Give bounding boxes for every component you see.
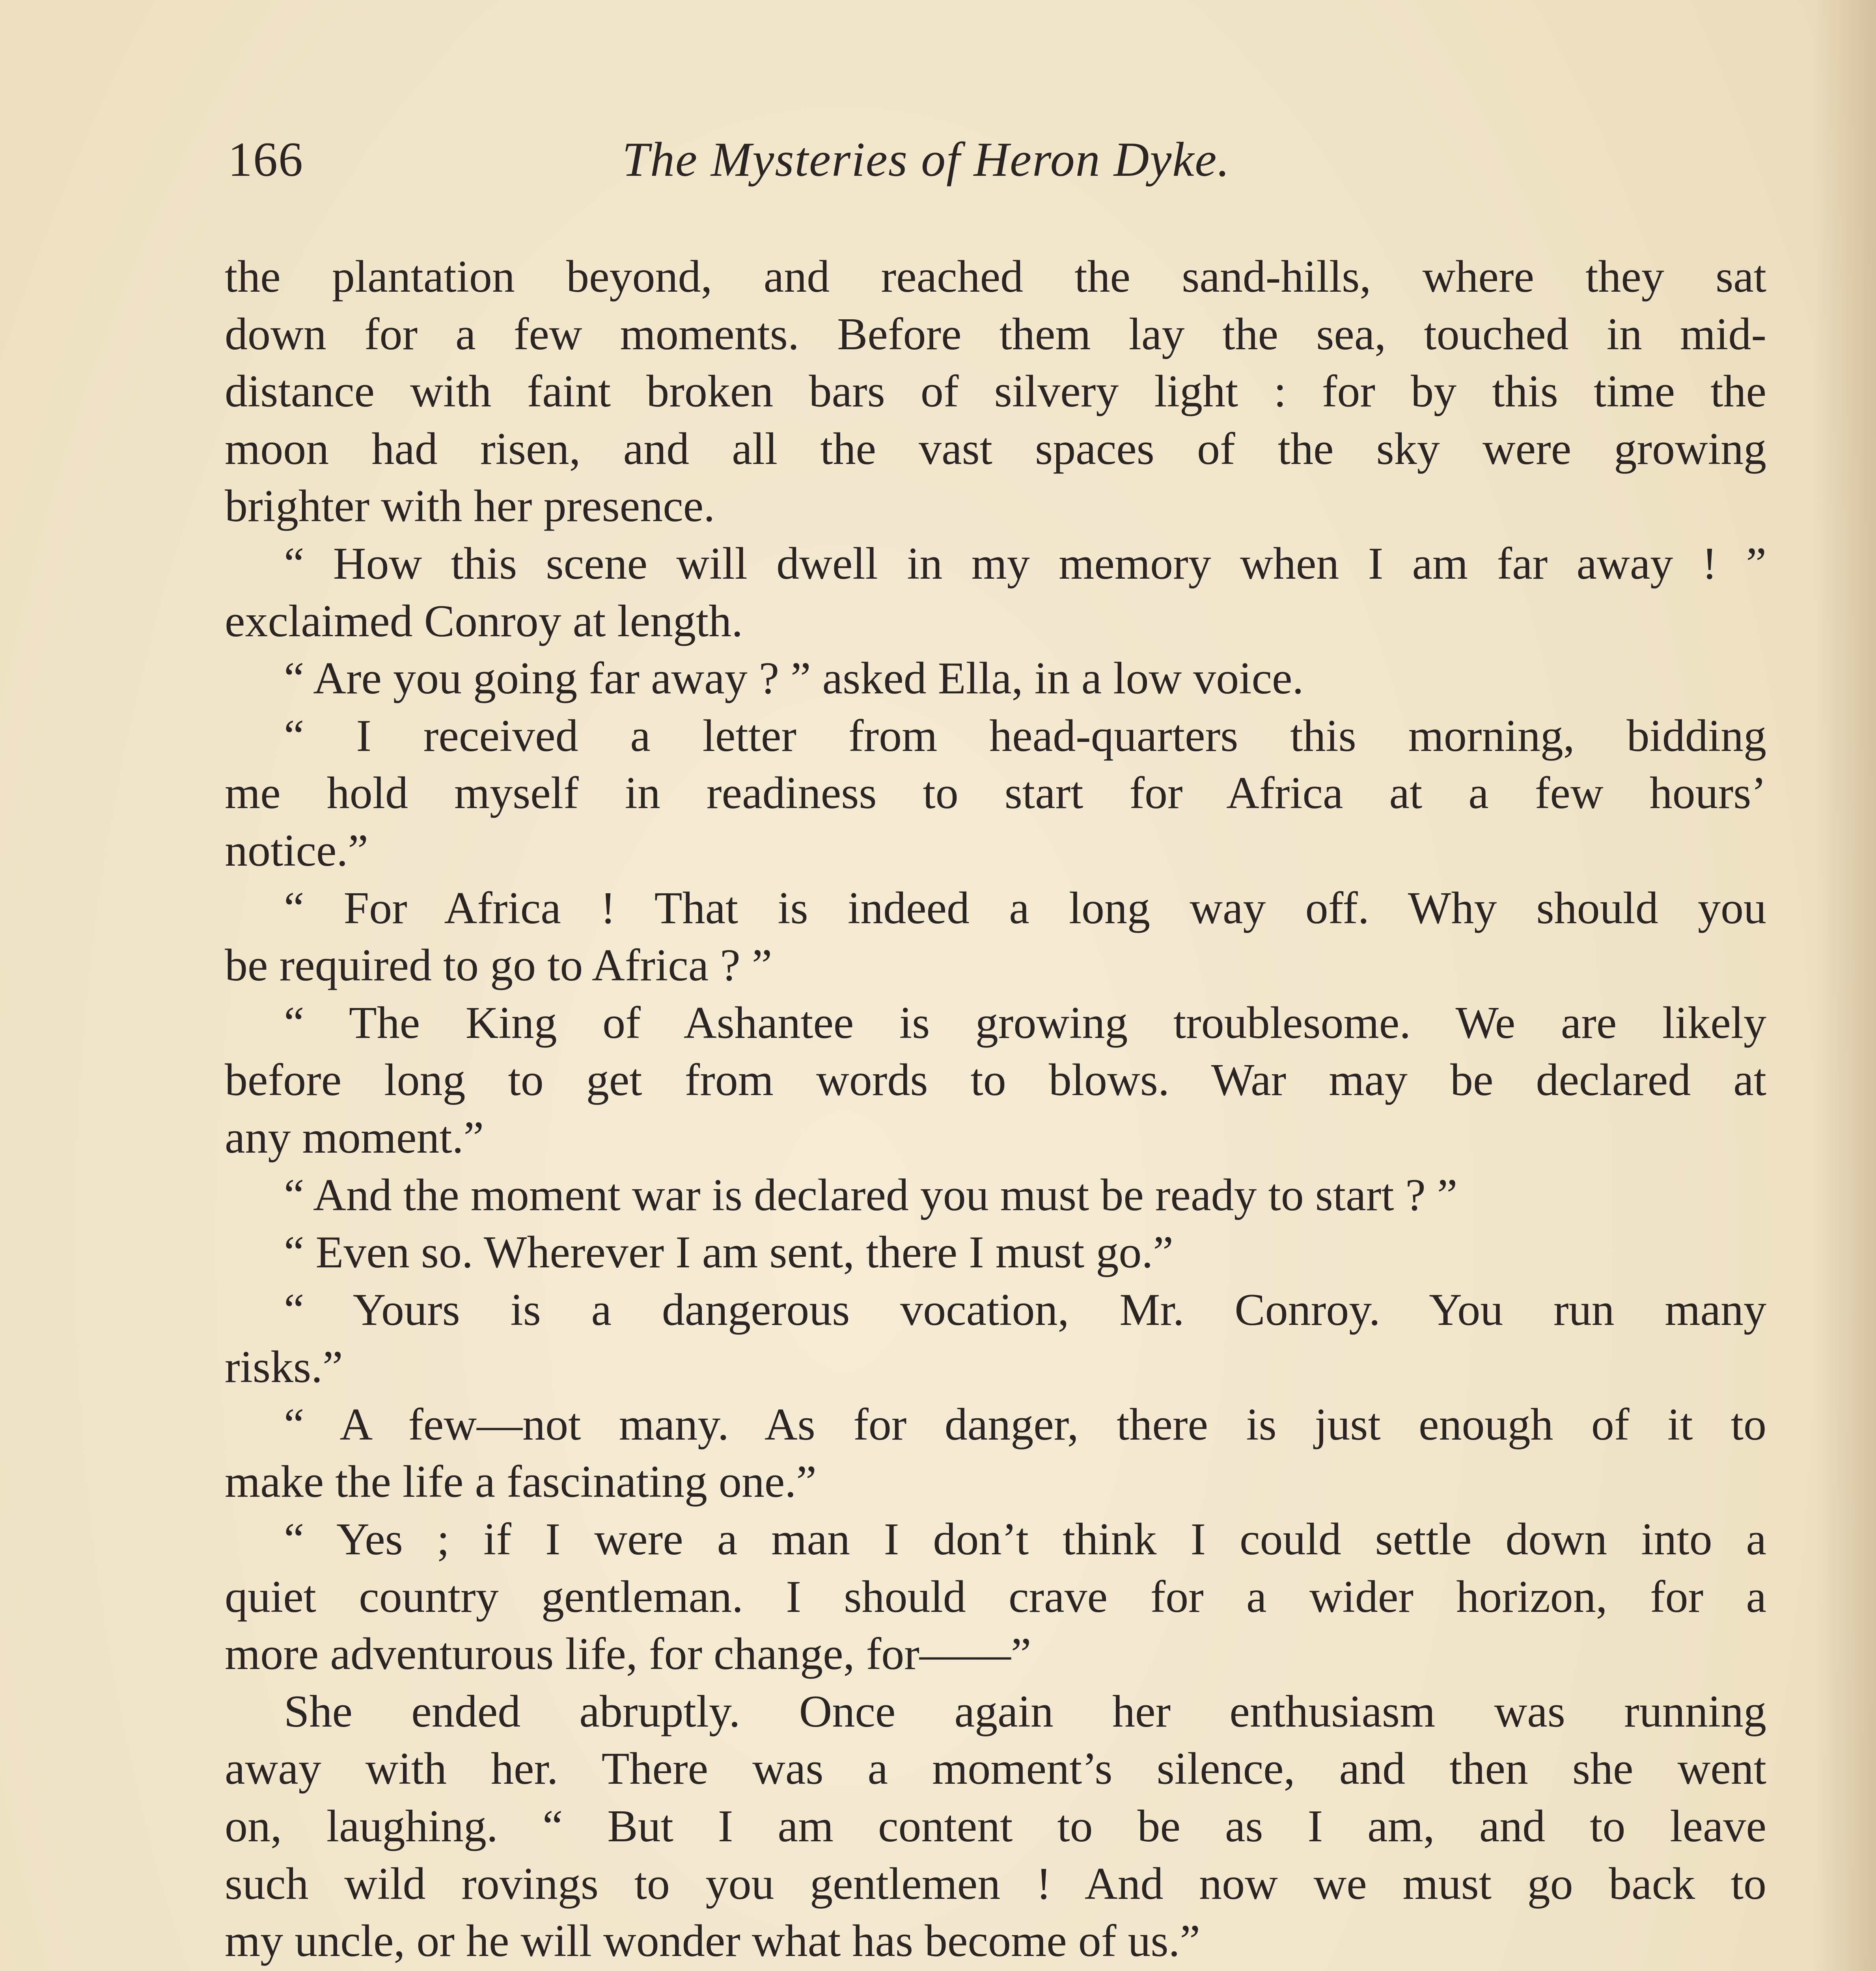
text-line: before long to get from words to blows. War may be declared at — [225, 1055, 1766, 1106]
text-line: “ Are you going far away ? ” asked Ella, in a low voice. — [284, 653, 1304, 704]
text-line: “ And the moment war is declared you must be ready to start ? ” — [284, 1170, 1458, 1220]
text-line: “ I received a letter from head-quarters this morning, bidding — [284, 710, 1766, 761]
text-line: more adventurous life, for change, for——” — [225, 1629, 1031, 1680]
text-line: such wild rovings to you gentlemen ! And now we must go back to — [225, 1858, 1766, 1909]
text-line: away with her. There was a moment’s silence, and then she went — [225, 1744, 1766, 1794]
page-edge-shadow — [1813, 0, 1876, 1971]
text-line: any moment.” — [225, 1112, 484, 1163]
text-line: brighter with her presence. — [225, 481, 715, 532]
text-line: “ Yes ; if I were a man I don’t think I could settle down into a — [284, 1514, 1766, 1565]
text-line: “ For Africa ! That is indeed a long way off. Why should you — [284, 883, 1766, 933]
page-number: 166 — [228, 132, 304, 186]
text-line: the plantation beyond, and reached the sand-hills, where they sat — [225, 251, 1766, 302]
text-line: be required to go to Africa ? ” — [225, 940, 772, 991]
text-line: me hold myself in readiness to start for Africa at a few hours’ — [225, 768, 1766, 819]
text-line: “ A few—not many. As for danger, there is just enough of it to — [284, 1399, 1766, 1450]
text-line: risks.” — [225, 1342, 343, 1393]
text-line: She ended abruptly. Once again her enthusiasm was running — [284, 1686, 1766, 1737]
text-line: quiet country gentleman. I should crave for a wider horizon, for a — [225, 1571, 1766, 1622]
text-line: notice.” — [225, 825, 368, 876]
text-line: “ Even so. Wherever I am sent, there I must go.” — [284, 1227, 1173, 1278]
text-line: “ How this scene will dwell in my memory when I am far away ! ” — [284, 538, 1766, 589]
body-text — [225, 248, 1766, 1971]
text-line: on, laughing. “ But I am content to be as I am, and to leave — [225, 1801, 1766, 1852]
text-line: exclaimed Conroy at length. — [225, 596, 743, 646]
text-line: make the life a fascinating one.” — [225, 1457, 817, 1507]
text-line: “ Yours is a dangerous vocation, Mr. Conroy. You run many — [284, 1284, 1766, 1335]
text-line: my uncle, or he will wonder what has become of us.” — [225, 1916, 1200, 1967]
text-line: moon had risen, and all the vast spaces of the sky were growing — [225, 423, 1766, 474]
text-line: distance with faint broken bars of silvery light : for by this time the — [225, 366, 1766, 417]
running-title: The Mysteries of Heron Dyke. — [622, 132, 1231, 186]
text-line: down for a few moments. Before them lay the sea, touched in mid- — [225, 309, 1766, 360]
text-line: “ The King of Ashantee is growing troublesome. We are likely — [284, 997, 1766, 1048]
running-head — [228, 130, 1766, 189]
